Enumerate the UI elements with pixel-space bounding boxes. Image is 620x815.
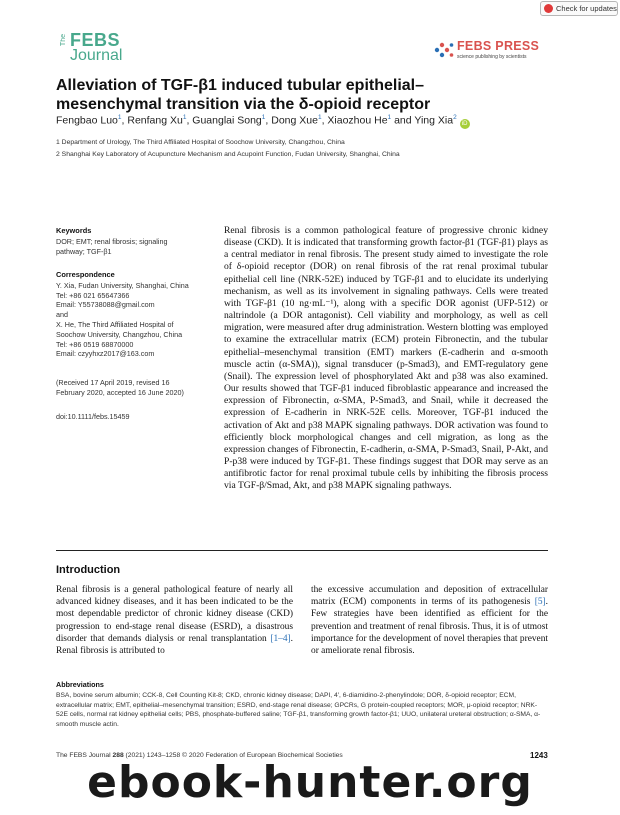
correspondence-line: X. He, The Third Affiliated Hospital of	[56, 319, 174, 329]
keywords-heading: Keywords	[56, 226, 92, 235]
affiliation-1: 1 Department of Urology, The Third Affiliated Hospital of Soochow University, Changzhou, China	[56, 139, 345, 146]
febs-press-name: FEBS PRESS	[457, 39, 540, 53]
logo-the-text: The	[60, 34, 67, 47]
intro-text: . Renal fibrosis is attributed to	[56, 633, 293, 657]
correspondence-heading: Correspondence	[56, 270, 115, 279]
author-separator: ,	[186, 114, 193, 127]
title-line-1: Alleviation of TGF-β1 induced tubular epithelial–	[56, 77, 425, 94]
keywords-line: pathway; TGF-β1	[56, 246, 112, 256]
correspondence-email[interactable]: Email: Y55738088@gmail.com	[56, 300, 155, 310]
article-title	[56, 76, 576, 114]
abstract-text: Renal fibrosis is a common pathological feature of progressive chronic kidney disease (CKD). It is indicated that transforming growth factor-β1 (TGF-β1) plays as a central mediator in renal fibrosis. The present study aimed to investigate the role of δ-opioid receptor (DOR) on renal fibrosis of the rat renal proximal tubular epithelial cell line (NRK-52E) induced by TGF-β1 and to elucidate its underlying mechanism, as well as its involvement in signaling pathways. Cells were treated with TGF-β1 (10 ng·mL⁻¹), along with a specific DOR agonist (UFP-512) or naltrindole (a DOR antagonist). Cell viability and morphology, as well as cell migration, were measured after drug administration. Western blotting was employed to examine the extracellular matrix (ECM) protein Fibronectin, and the tubular epithelial–mesenchymal transition (EMT) markers (E-cadherin and α-smooth muscle actin (α-SMA)), signal transducer (p-Smad3), and EMT-regulatory gene (Snail). The expression level of phosphorylated Akt and p38 was also examined. Our results showed that TGF-β1 induced fibroblastic appearance and increased the expression of Fibronectin, α-SMA, P-Smad3, and Snail, while it decreased the expression of E-cadherin in NRK-52E cells. Moreover, TGF-β1 induced the activation of Akt and p38 MAPK signaling pathways. DOR activation was found to efficiently block morphological changes and cell migration, as long as the expression changes of Fibronectin, E-cadherin, α-SMA, P-Smad3, Snail, P-Akt, and P-p38 were induced by TGF-β1. These findings suggest that DOR may serve as an antifibrotic factor for renal proximal tubule cells by inhibiting the fibrosis process via TGF-β/Smad, Akt, and p38 MAPK signaling pathways.	[224, 225, 548, 492]
introduction-column-2	[311, 584, 548, 657]
author-affiliation-mark[interactable]: 1	[261, 114, 266, 121]
citation-link[interactable]: [1–4]	[270, 633, 291, 644]
intro-text: . Few strategies have been identified as efficient for the prevention and treatment of renal fibrosis. Thus, it is of utmost importance for the development of novel therapies that prevent or ameliorate renal fibrosis.	[311, 597, 548, 657]
author-name: Dong Xue	[271, 114, 318, 127]
received-line: (Received 17 April 2019, revised 16	[56, 378, 170, 387]
intro-text: Renal fibrosis is a general pathological feature of nearly all advanced kidney diseases, and it has been indicated to be the most dependable predictor of chronic kidney disease (CKD) progression to end-stage renal disease (ESRD), a disastrous disorder that demands dialysis or renal transplantation	[56, 585, 293, 644]
check-for-updates-button[interactable]	[540, 1, 618, 16]
correspondence-line: Y. Xia, Fudan University, Shanghai, China	[56, 280, 189, 290]
intro-text: the excessive accumulation and deposition of extracellular matrix (ECM) components in terms of its pathogenesis	[311, 585, 548, 608]
correspondence-block	[56, 270, 206, 359]
author-affiliation-mark[interactable]: 1	[182, 114, 187, 121]
keywords-block	[56, 226, 206, 256]
author-name: Xiaozhou He	[327, 114, 388, 127]
footer-rest: (2021) 1243–1258 © 2020 Federation of European Biochemical Societies	[123, 752, 343, 759]
citation-link[interactable]: [5]	[534, 597, 546, 608]
febs-press-dots-icon	[433, 39, 455, 61]
author-separator: ,	[265, 114, 272, 127]
author-name: Renfang Xu	[127, 114, 183, 127]
correspondence-line: Tel: +86 021 65647366	[56, 290, 130, 300]
doi[interactable]: doi:10.1111/febs.15459	[56, 412, 130, 421]
author-name: Fengbao Luo	[56, 114, 118, 127]
footer-journal: The FEBS Journal	[56, 752, 113, 759]
page-number: 1243	[530, 751, 548, 760]
author-name: Ying Xia	[414, 114, 454, 127]
check-for-updates-label: Check for updates	[556, 4, 617, 13]
abbreviations-heading: Abbreviations	[56, 680, 104, 689]
author-list	[56, 114, 596, 129]
received-dates	[56, 378, 206, 398]
febs-press-logo	[433, 37, 583, 65]
author-separator: and	[391, 114, 415, 127]
received-line: February 2020, accepted 16 June 2020)	[56, 387, 184, 397]
abbreviations-text: BSA, bovine serum albumin; CCK-8, Cell Counting Kit-8; CKD, chronic kidney disease; DAPI, 4′, 6-diamidino-2-phenylindole; DOR, δ-opioid receptor; ECM, extracellular matrix; EMT, epithelial–mesenchymal transition; ESRD, end-stage renal disease; GPCRs, G protein-coupled receptors; MOR, μ-opioid receptor; NRK-52E cells, normal rat kidney epithelial cells; PBS, phosphate-buffered saline; TGF-β1, transforming growth factor-β1; UUO, unilateral ureteral obstruction; α-SMA, α-smooth muscle actin.	[56, 692, 541, 729]
author-affiliation-mark[interactable]: 1	[387, 114, 392, 121]
correspondence-email[interactable]: Email: czyyhxz2017@163.com	[56, 349, 155, 359]
author-affiliation-mark[interactable]: 1	[317, 114, 322, 121]
section-divider	[56, 550, 548, 551]
correspondence-line: and	[56, 310, 68, 320]
check-updates-icon	[544, 4, 553, 13]
author-separator: ,	[321, 114, 328, 127]
watermark: ebook-hunter.org	[87, 757, 533, 808]
affiliation-2: 2 Shanghai Key Laboratory of Acupuncture Mechanism and Acupoint Function, Fudan University, Shanghai, China	[56, 151, 400, 158]
febs-press-tagline: science publishing by scientists	[457, 54, 527, 60]
logo-journal-text: Journal	[70, 47, 123, 64]
title-line-2: mesenchymal transition via the δ-opioid receptor	[56, 96, 431, 113]
febs-journal-logo	[60, 30, 130, 68]
introduction-heading: Introduction	[56, 564, 121, 576]
author-affiliation-mark[interactable]: 1	[117, 114, 122, 121]
logo-febs-text: FEBS	[70, 30, 121, 50]
correspondence-line: Tel: +86 0519 68870000	[56, 339, 134, 349]
author-separator: ,	[121, 114, 128, 127]
author-name: Guanglai Song	[192, 114, 262, 127]
keywords-line: DOR; EMT; renal fibrosis; signaling	[56, 236, 168, 246]
orcid-icon[interactable]: iD	[460, 119, 470, 129]
correspondence-line: Soochow University, Changzhou, China	[56, 329, 183, 339]
footer-volume: 288	[112, 752, 124, 759]
introduction-column-1	[56, 584, 293, 657]
author-affiliation-mark[interactable]: 2	[453, 114, 457, 121]
